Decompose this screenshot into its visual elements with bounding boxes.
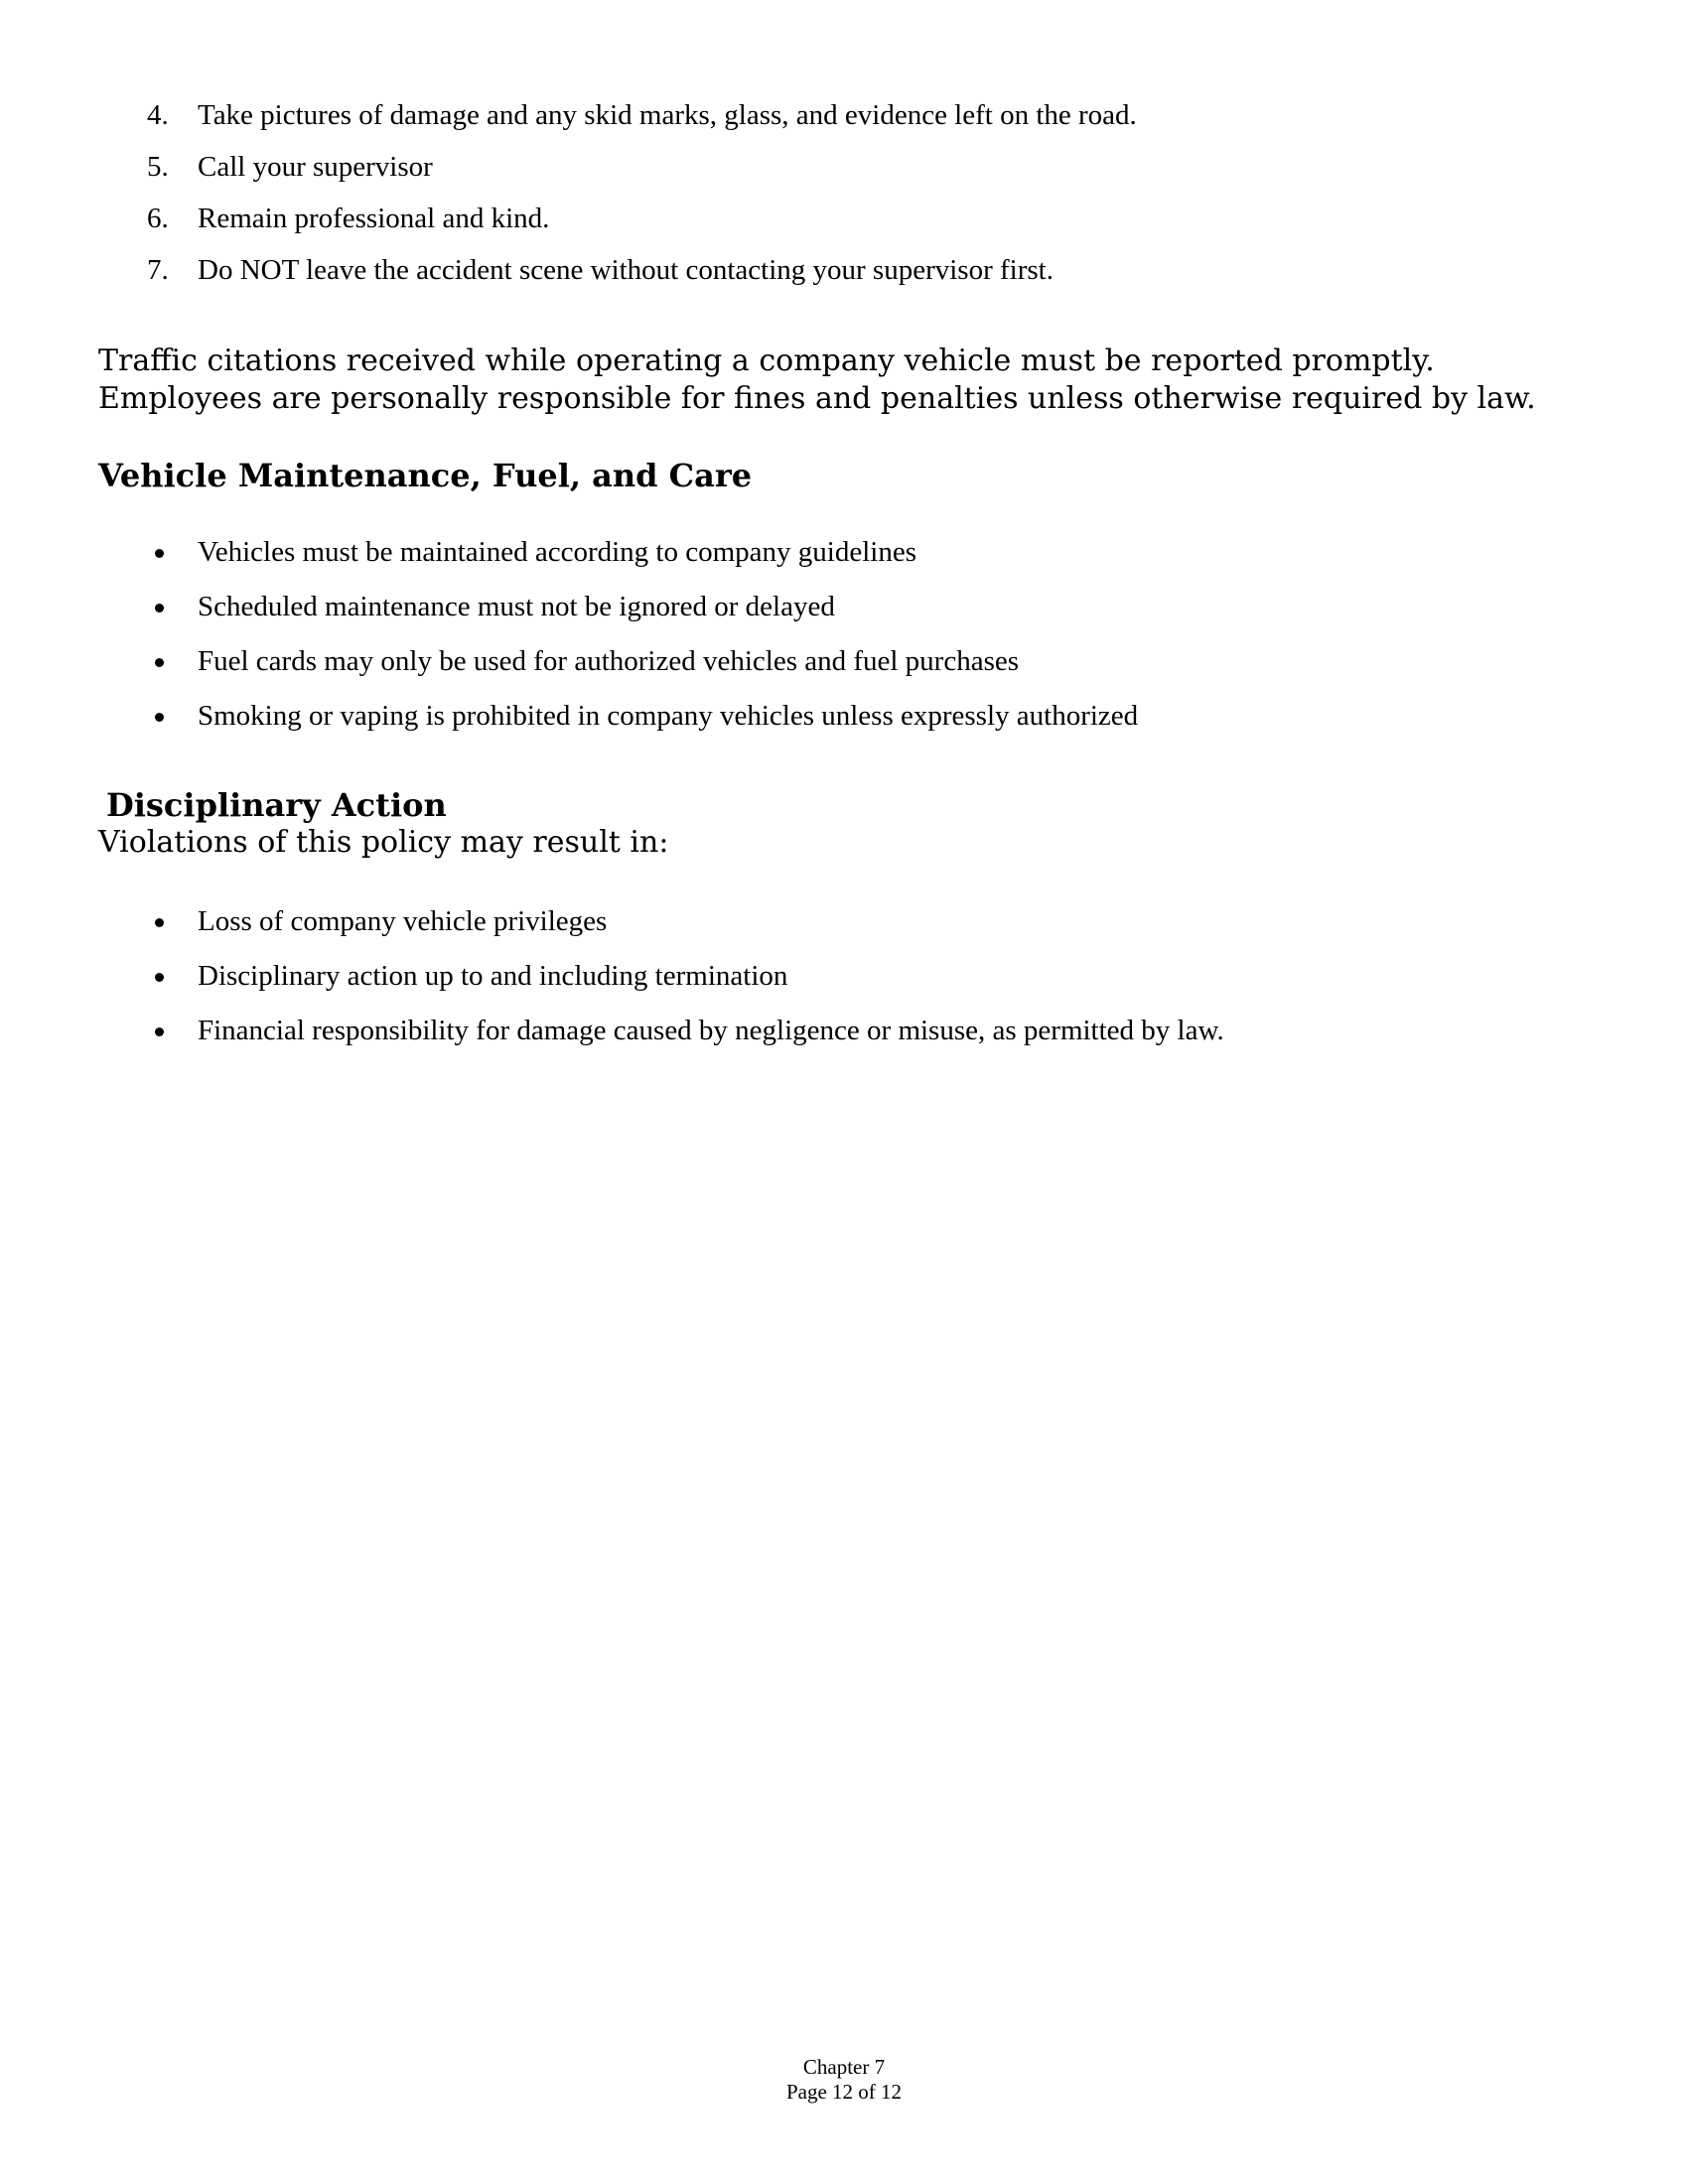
footer-chapter: Chapter 7 — [802, 2055, 886, 2079]
maintenance-list — [139, 532, 1569, 751]
list-item-text: Smoking or vaping is prohibited in company vehicles unless expressly authorized — [198, 700, 1139, 732]
bullet-icon — [155, 549, 164, 558]
disciplinary-list — [139, 901, 1569, 1065]
step-number: 7. — [147, 254, 169, 286]
list-item-text: Fuel cards may only be used for authorized vehicles and fuel purchases — [198, 645, 1020, 677]
list-item — [139, 587, 1569, 641]
bullet-icon — [155, 713, 164, 722]
list-item-text: Vehicles must be maintained according to company guidelines — [198, 536, 916, 568]
bullet-icon — [155, 1027, 164, 1036]
bullet-icon — [155, 658, 164, 667]
step-number: 4. — [147, 99, 169, 131]
list-item-text: Scheduled maintenance must not be ignored or delayed — [198, 591, 835, 622]
bullet-icon — [155, 918, 164, 927]
list-item — [139, 696, 1569, 751]
list-item — [139, 95, 1569, 147]
list-item — [139, 901, 1569, 956]
step-number: 5. — [147, 151, 169, 183]
step-text: Call your supervisor — [198, 151, 433, 183]
step-number: 6. — [147, 203, 169, 234]
maintenance-heading: Vehicle Maintenance, Fuel, and Care — [98, 457, 753, 494]
list-item — [139, 199, 1569, 250]
disciplinary-heading: Disciplinary Action — [106, 786, 447, 824]
step-text: Remain professional and kind. — [198, 203, 550, 234]
accident-steps-list — [139, 95, 1569, 302]
list-item-text: Disciplinary action up to and including termination — [198, 960, 788, 992]
list-item — [139, 532, 1569, 587]
list-item — [139, 147, 1569, 199]
bullet-icon — [155, 604, 164, 613]
list-item — [139, 956, 1569, 1011]
list-item-text: Loss of company vehicle privileges — [198, 905, 608, 937]
citations-paragraph: Traffic citations received while operating a company vehicle must be reported promptly. Employees are personally responsible for fines and penalties unless otherwise required by law. — [98, 343, 1536, 416]
list-item — [139, 1011, 1569, 1065]
step-text: Take pictures of damage and any skid marks, glass, and evidence left on the road. — [198, 99, 1137, 131]
list-item — [139, 250, 1569, 302]
bullet-icon — [155, 973, 164, 982]
list-item — [139, 641, 1569, 696]
page-footer — [0, 2055, 1688, 2105]
footer-page-number: Page 12 of 12 — [785, 2080, 903, 2104]
disciplinary-intro: Violations of this policy may result in: — [98, 825, 669, 860]
step-text: Do NOT leave the accident scene without contacting your supervisor first. — [198, 254, 1054, 286]
list-item-text: Financial responsibility for damage caused by negligence or misuse, as permitted by law. — [198, 1015, 1224, 1046]
